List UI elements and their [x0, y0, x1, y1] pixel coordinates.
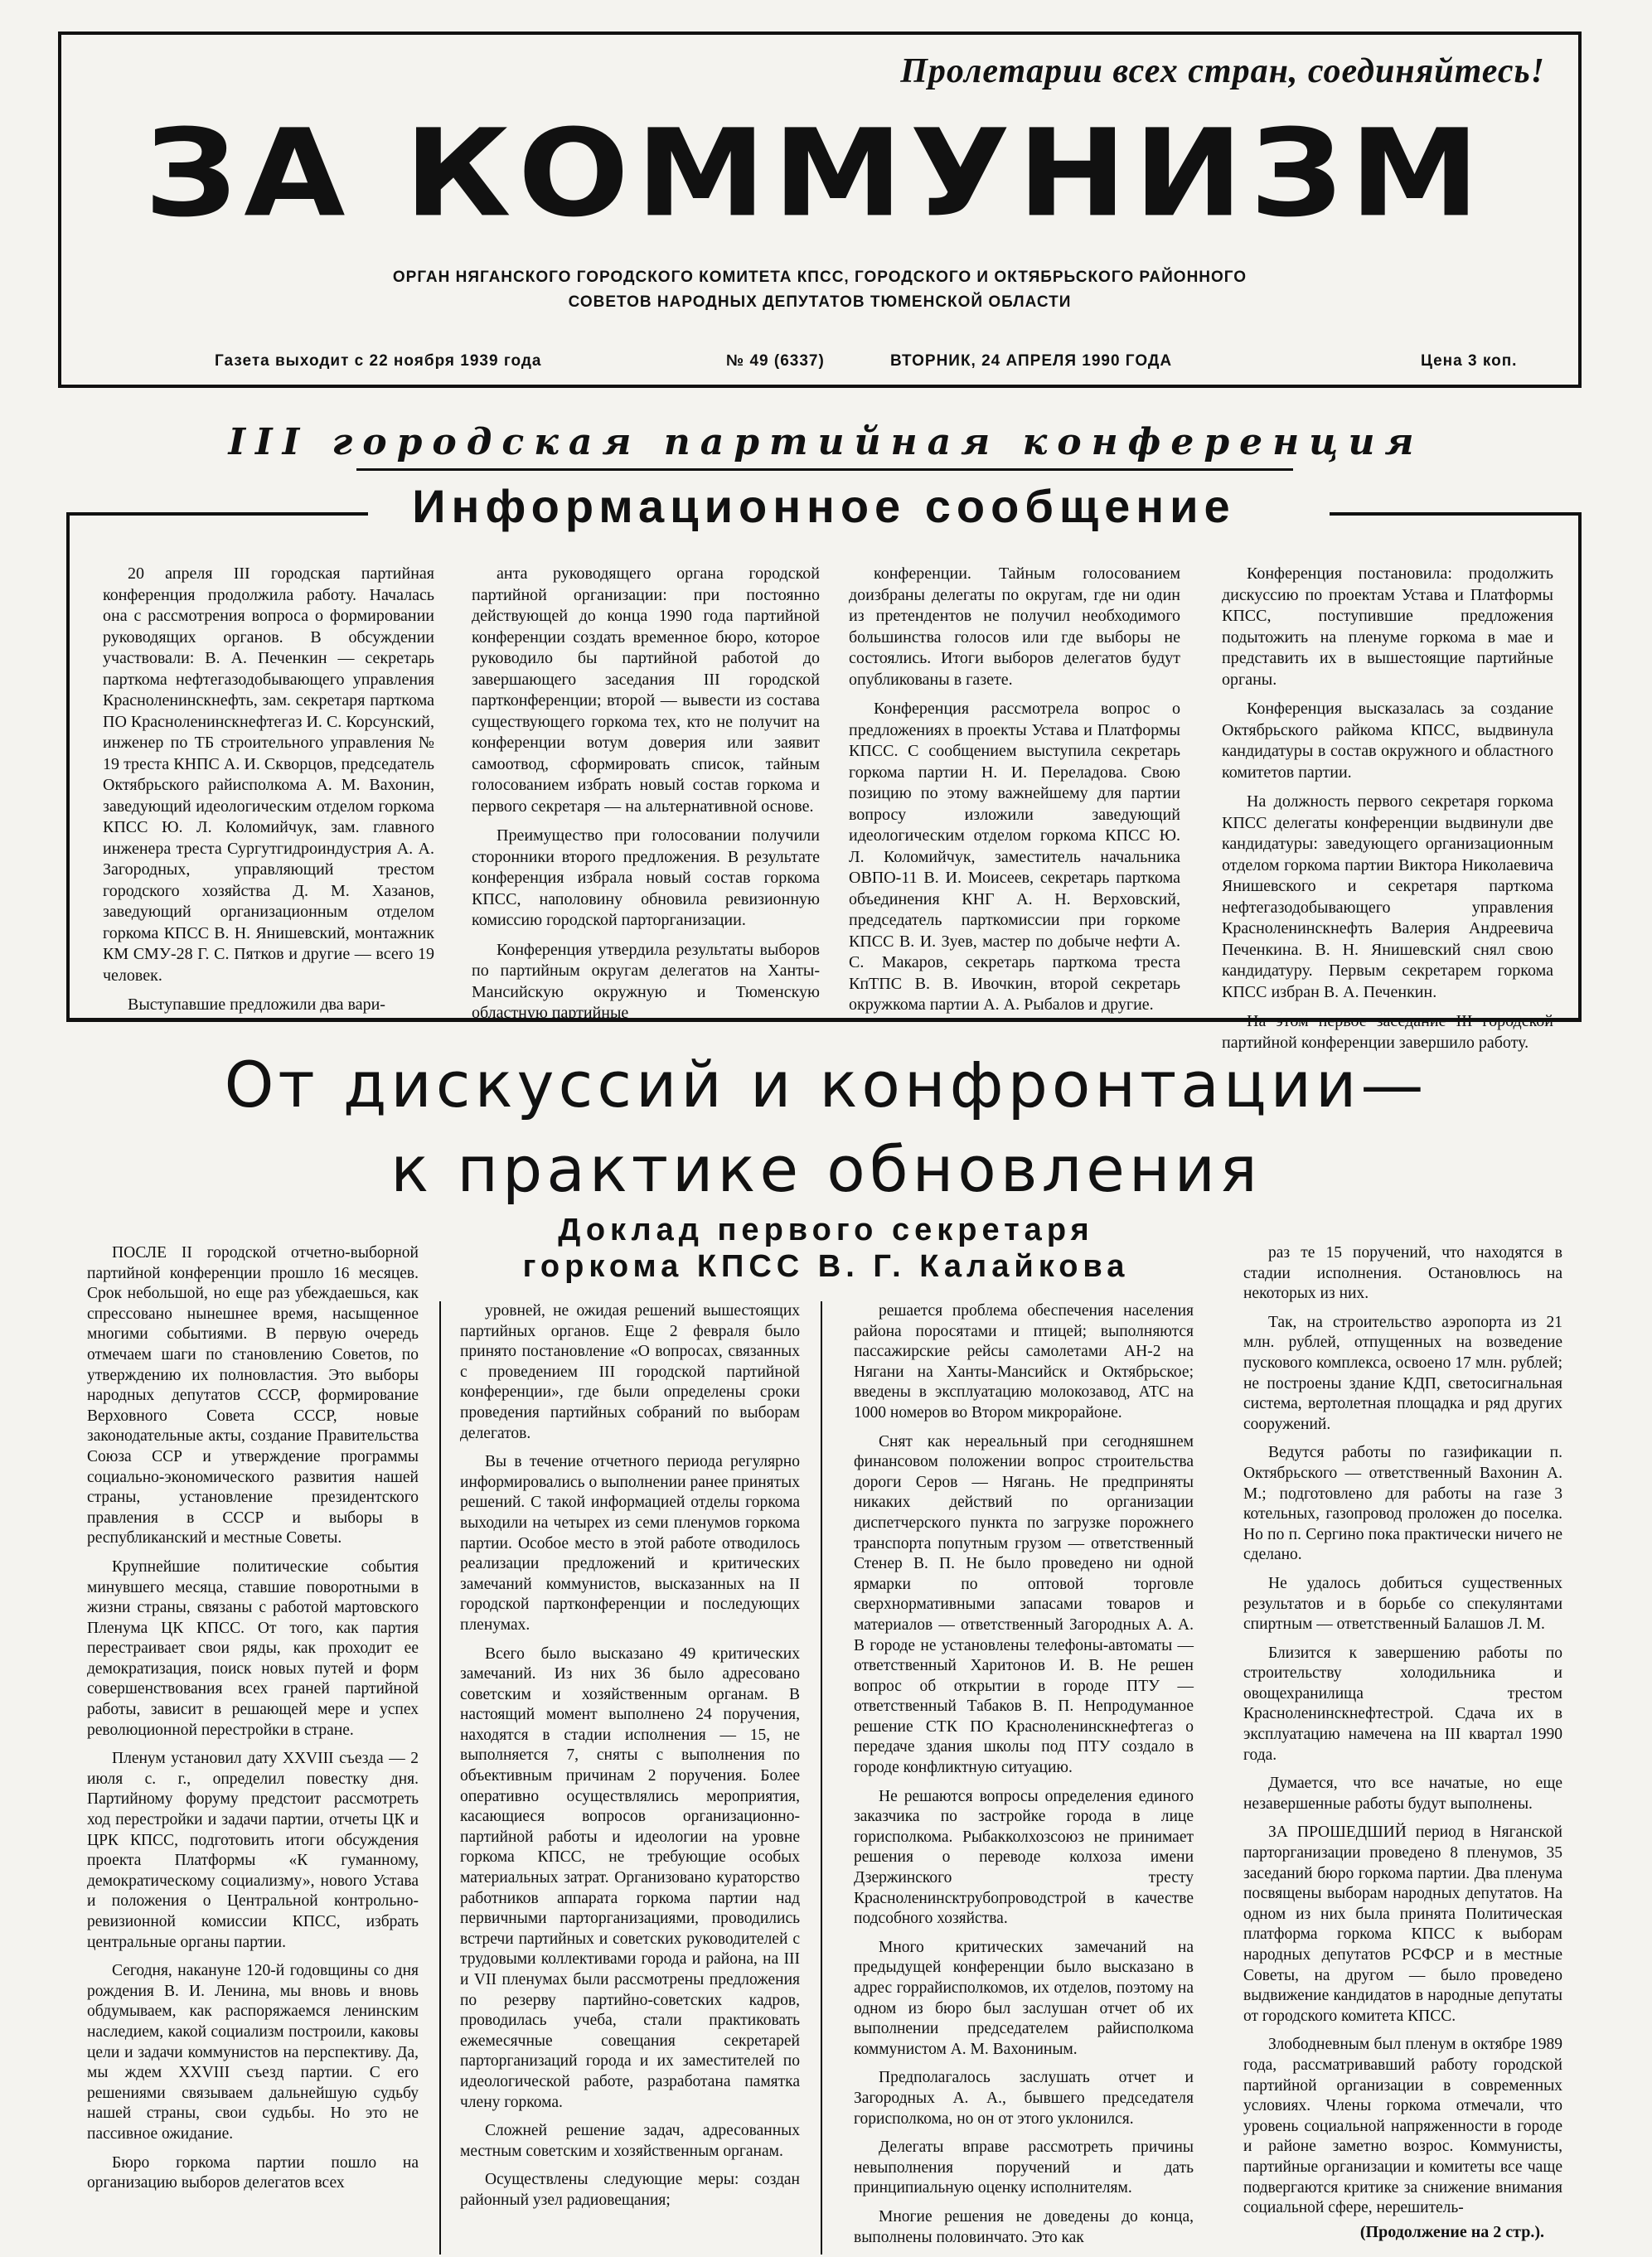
report-column-3 [854, 1301, 1194, 2256]
info-paragraph: Преимущество при голосовании получили сторонники второго предложения. В результате конференция избрала новый состав горкома КПСС, наполовину обновила ревизионную комиссию городской парторганизации. [472, 826, 820, 929]
info-column-1 [103, 564, 434, 1024]
report-paragraph: Много критических замечаний на предыдущей конференции было высказано в адрес горрайисполкомов, их отделов, поэтому на одном из бюро был заслушан отчет об их выполнении председателем райисполкома коммунистом А. М. Вахониным. [854, 1938, 1194, 2058]
report-paragraph: Сложней решение задач, адресованных местным советским и хозяйственным органам. [460, 2122, 800, 2160]
masthead [58, 31, 1582, 388]
report-paragraph: Пленум установил дату XXVIII съезда — 2 июля с. г., определил повестку дня. Партийному форуму предстоит рассмотреть ход перестройки и задачи партии, отчеты ЦК и ЦРК КПСС, подготовить итоги обсуждения проекта Платформы «К гуманному, демократическому социализму», нового Устава и положения о Центральной контрольно-ревизионной комиссии КПСС, избрать центральные органы партии. [87, 1750, 419, 1951]
publisher-line-1: ОРГАН НЯГАНСКОГО ГОРОДСКОГО КОМИТЕТА КПСС, ГОРОДСКОГО И ОКТЯБРЬСКОГО РАЙОННОГО [392, 269, 1247, 286]
report-paragraph: уровней, не ожидая решений вышестоящих партийных органов. Еще 2 февраля было принято постановление «О вопросах, связанных с проведением III городской партийной конференции», где были определены сроки проведения партийных собраний по выборам делегатов. [460, 1302, 800, 1442]
report-paragraph: Так, на строительство аэропорта из 21 млн. рублей, отпущенных на возведение пускового комплекса, освоено 17 млн. рублей; не построены здание КДП, светосигнальная система, вертолетная площадка и ряд других сооружений. [1243, 1313, 1562, 1433]
issue-date: ВТОРНИК, 24 АПРЕЛЯ 1990 ГОДА [890, 352, 1173, 370]
newspaper-title: ЗА КОММУНИЗМ [144, 104, 1487, 245]
info-announcement-box [66, 480, 1582, 1052]
report-column-1 [87, 1243, 419, 2202]
report-paragraph: Делегаты вправе рассмотреть причины невыполнения поручений и дать принципиальную оценку исполнителям. [854, 2138, 1194, 2197]
publisher-line [61, 265, 1578, 315]
report-paragraph: ПОСЛЕ II городской отчетно-выборной партийной конференции прошло 16 месяцев. Срок небольшой, но еще раз убеждаешься, как спрессовано нынешнее время, насыщенное многими событиями. В первую очередь отмечаем шаги по становлению Советов, по утверждению их полновластия. Это выборы народных депутатов СССР, формирование Верховного Совета СССР, новые законодательные акты, создание Правительства Союза ССР и утверждение программы социально-экономического развития нашей страны, установление президентского правления в СССР и выборы в республиканский и местные Советы. [87, 1244, 419, 1547]
report-paragraph: ЗА ПРОШЕДШИЙ период в Няганской парторганизации проведено 8 пленумов, 35 заседаний бюро горкома партии. Два пленума посвящены выборам народных депутатов. На одном из них была принята Политическая платформа горкома КПСС к выборам народных депутатов РСФСР и в местные Советы, на другом — было проведено выдвижение кандидатов в народные депутаты от городского комитета КПСС. [1243, 1824, 1562, 2025]
info-paragraph: Конференция утвердила результаты выборов по партийным округам делегатов на Ханты-Мансийскую окружную и Тюменскую областную партийные [472, 940, 820, 1022]
section-heading: III городская партийная конференция [228, 421, 1424, 463]
info-title [70, 479, 1578, 533]
report-paragraph: Крупнейшие политические события минувшего месяца, ставшие поворотными в жизни страны, связаны с работой мартовского Пленума ЦК КПСС. От того, как партия перестраивает свои ряды, как проходит ее демократизация, поиск новых путей и форм совершенствования всех граней партийной работы, зависит в решающей мере и успех революционной перестройки в стране. [87, 1557, 419, 1739]
report-headline-line-1: От дискуссий и конфронтации— [224, 1048, 1428, 1121]
report-column-2 [460, 1301, 800, 2220]
slogan: Пролетарии всех стран, соединяйтесь! [900, 52, 1545, 90]
report-paragraph: раз те 15 поручений, что находятся в стадии исполнения. Остановлюсь на некоторых из них. [1243, 1244, 1562, 1303]
info-title-text: Информационное сообщение [394, 480, 1253, 532]
report-paragraph: Предполагалось заслушать отчет и Загородных А. А., бывшего председателя горисполкома, но он от этого уклонился. [854, 2069, 1194, 2128]
report-paragraph: Сегодня, накануне 120-й годовщины со дня рождения В. И. Ленина, мы вновь и вновь обдумываем, как распоряжаемся ленинским наследием, какой социализм построили, каковы цели и задачи коммунистов на перспективу. Да, мы ждем XXVIII съезд партии. С его решениями связываем дальнейшую судьбу нашей страны, свои судьбы. Но это не пассивное ожидание. [87, 1962, 419, 2143]
price: Цена 3 коп. [1421, 352, 1518, 370]
report-subheadline-line-1: Доклад первого секретаря [558, 1213, 1094, 1247]
report-paragraph: Осуществлены следующие меры: создан районный узел радиовещания; [460, 2171, 800, 2209]
column-divider [439, 1301, 441, 2255]
info-paragraph: Конференция высказалась за создание Октябрьского райкома КПСС, выдвинула кандидатуры в состав окружного и областного комитетов партии. [1222, 700, 1553, 782]
report-headline-line-2: к практике обновления [390, 1132, 1262, 1206]
info-paragraph: Конференция постановила: продолжить дискуссию по проектам Устава и Платформы КПСС, поступившие предложения подытожить на пленуме горкома в мае и представить их в вышестоящие партийные органы. [1222, 564, 1553, 689]
report-paragraph: Не удалось добиться существенных результатов и в борьбе со спекулянтами спиртным — ответственный Балашов Л. М. [1243, 1574, 1562, 1634]
report-paragraph: Снят как нереальный при сегодняшнем финансовом положении вопрос строительства дороги Серов — Нягань. Не предприняты никаких действий по организации диспетчерского пункта по загрузке порожнего транспорта попутным грузом — ответственный Стенер В. П. Не было проведено ни одной ярмарки по оптовой торговле сверхнормативными запасами товаров и материалов — ответственный Загородных А. А. В городе не установлены телефоны-автоматы — ответственный Харитонов И. В. Не решен вопрос об открытии в городе ПТУ — ответственный Табаков В. П. Непродуманное решение СТК ПО Красноленинскнефтегаз о передаче здания школы под ПТУ создало в городе конфликтную ситуацию. [854, 1432, 1194, 1777]
report-headline [0, 1043, 1652, 1212]
report-subheadline-line-2: горкома КПСС В. Г. Калайкова [522, 1249, 1130, 1284]
founded-line: Газета выходит с 22 ноября 1939 года [215, 352, 542, 370]
continued-note: (Продолжение на 2 стр.). [1359, 2223, 1544, 2241]
publisher-line-2: СОВЕТОВ НАРОДНЫХ ДЕПУТАТОВ ТЮМЕНСКОЙ ОБЛАСТИ [568, 293, 1072, 311]
info-column-3 [849, 564, 1180, 1024]
report-paragraph: Всего было высказано 49 критических замечаний. Из них 36 было адресовано советским и хозяйственным органам. В настоящий момент выполнено 24 поручения, находятся в стадии исполнения — 15, не выполняется 7, сняты с выполнения по объективным причинам 2 поручения. Более оперативно осуществлялись мероприятия, касающиеся вопросов организационно-партийной работы и идеологии на уровне горкома КПСС, не требующие особых материальных затрат. Организовано кураторство работников аппарата горкома партии над первичными парторганизациями, проводились встречи партийных и советских руководителей с трудовыми коллективами города и района, на III и VII пленумах были рассмотрены предложения по резерву партийно-советских кадров, проводилась учеба, стали практиковать ежемесячные совещания секретарей парторганизаций города и их заместителей по идеологической работе, разработана памятка члену горкома. [460, 1644, 800, 2111]
info-paragraph: На этом первое заседание III городской партийной конференции завершило работу. [1222, 1012, 1553, 1052]
report-paragraph: решается проблема обеспечения населения района поросятами и птицей; выполняются пассажирские рейсы самолетами АН-2 на Нягани на Ханты-Мансийск и Октябрьское; введены в эксплуатацию молокозавод, АТС на 1000 номеров во Втором микрорайоне. [854, 1302, 1194, 1422]
info-column-2 [472, 564, 820, 1033]
info-paragraph: На должность первого секретаря горкома КПСС делегаты конференции выдвинули две кандидатуры: заведующего организационным отделом горкома партии Виктора Николаевича Янишевского и секретаря парткома нефтегазодобывающего управления Красноленинскнефть Валерия Андреевича Печенкина. В. Н. Янишевский снял свою кандидатуру. Первым секретарем горкома КПСС избран В. А. Печенкин. [1222, 792, 1553, 1001]
report-paragraph: Вы в течение отчетного периода регулярно информировались о выполнении ранее принятых решений. С такой информацией отделы горкома выходили на четырех из семи пленумов горкома партии. Особое место в этой работе отводилось реализации предложений и критических замечаний коммунистов, высказанных на II городской партконференции и последующих пленумах. [460, 1453, 800, 1634]
report-paragraph: Многие решения не доведены до конца, выполнены половинчато. Это как [854, 2207, 1194, 2246]
issue-number: № 49 (6337) [726, 352, 825, 370]
report-paragraph: Злободневным был пленум в октябре 1989 года, рассматривавший работу городской партийной организации в современных условиях. Члены горкома отмечали, что уровень социальной напряженности в городе и районе заметно возрос. Коммунисты, партийные организации и комитеты все чаще подвергаются критике за снижение внимания социальной сфере, нерешитель- [1243, 2036, 1562, 2217]
info-paragraph: Выступавшие предложили два вари- [128, 995, 385, 1014]
report-paragraph: Бюро горкома партии пошло на организацию выборов делегатов всех [87, 2153, 419, 2192]
info-paragraph: 20 апреля III городская партийная конференция продолжила работу. Началась она с рассмотрения вопроса о формировании руководящих органов. В обсуждении участвовали: В. А. Печенкин — секретарь парткома нефтегазодобывающего управления Красноленинскнефть, зам. секретаря парткома ПО Красноленинскнефтегаз И. С. Корсунский, инженер по ТБ строительного управления № 19 треста КНПС А. И. Скворцов, председатель Октябрьского райисполкома А. М. Вахонин, заведующий идеологическим отделом горкома КПСС Ю. Л. Коломийчук, зам. главного инженера треста Сургутгидроиндустрия А. А. Загородных, управляющий трестом городского хозяйства Д. М. Хазанов, заведующий организационным отделом горкома КПСС В. Н. Янишевский, монтажник КМ СМУ-28 Г. С. Пятков и другие — всего 19 человек. [103, 564, 434, 985]
report-paragraph: Думается, что все начатые, но еще незавершенные работы будут выполнены. [1243, 1775, 1562, 1813]
info-paragraph: конференции. Тайным голосованием доизбраны делегаты по округам, где ни один из претендентов не получил необходимого большинства голосов или где выборы не состоялись. Итоги выборов делегатов будут опубликованы в газете. [849, 564, 1180, 689]
info-column-4 [1222, 564, 1553, 1062]
report-paragraph: Не решаются вопросы определения единого заказчика по застройке города в лице горисполкома. Рыбакколхозсоюз не принимает решения о переводе колхоза имени Дзержинского тресту Красноленинсктрубопроводстрой в качестве подсобного хозяйства. [854, 1787, 1194, 1928]
report-column-4 [1243, 1243, 1562, 2227]
report-paragraph: Ведутся работы по газификации п. Октябрьского — ответственный Вахонин А. М.; подготовлено для работы на газе 3 котельных, газопровод проложен до поселка. Но по п. Сергино пока практически ничего не сделано. [1243, 1444, 1562, 1564]
info-paragraph: Конференция рассмотрела вопрос о предложениях в проекты Устава и Платформы КПСС. С сообщением выступила секретарь горкома партии Н. И. Переладова. Свою позицию по этому важнейшему для партии вопросу изложили заведующий идеологическим отделом горкома КПСС Ю. Л. Коломийчук, заместитель начальника ОВПО-11 В. И. Моисеев, секретарь парткома объединения КНГ А. Н. Верховский, председатель парткомиссии при горкоме КПСС В. И. Зуев, мастер по добыче нефти А. С. Макаров, секретарь парткома треста КпТПС В. В. Ивочкин, второй секретарь окружкома партии А. А. Рыбалов и другие. [849, 700, 1180, 1014]
report-paragraph: Близится к завершению работы по строительству холодильника и овощехранилища трестом Красноленинскнефтестрой. Сдача их в эксплуатацию намечена на III квартал 1990 года. [1243, 1644, 1562, 1764]
section-heading-rule [356, 468, 1293, 471]
info-paragraph: анта руководящего органа городской партийной организации: при постоянно действующей до конца 1990 года партийной конференции создать временное бюро, которое руководило бы партийной работой до завершающего заседания III городской партконференции; второй — вывести из состава существующего горкома тех, кто не получит на конференции вотум доверия или заявит самоотвод, сформировать список, тайным голосованием избрать новый состав горкома и первого секретаря — на альтернативной основе. [472, 564, 820, 816]
column-divider [821, 1301, 822, 2255]
